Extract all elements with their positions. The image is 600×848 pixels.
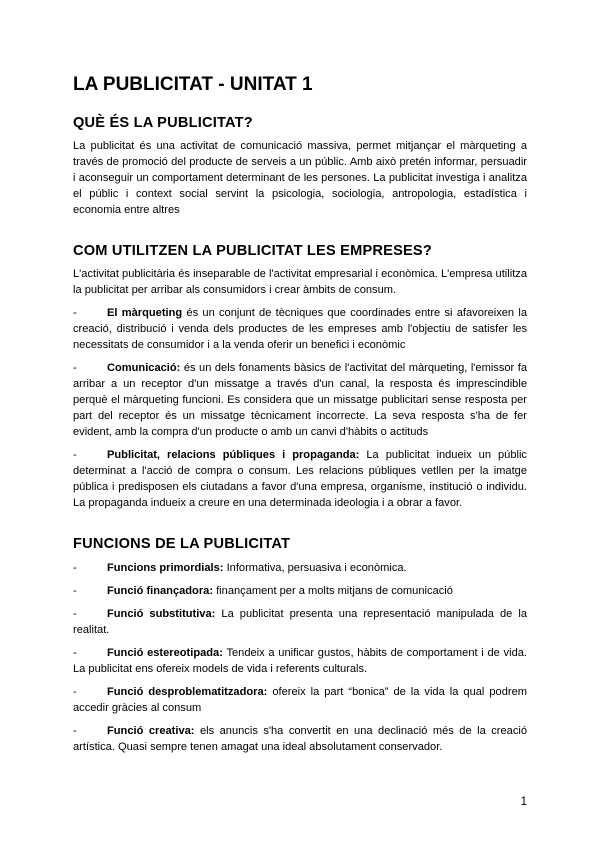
list-dash: - — [73, 608, 77, 620]
list-item — [73, 447, 527, 511]
section-heading: COM UTILITZEN LA PUBLICITAT LES EMPRESES? — [73, 243, 432, 259]
list-dash: - — [73, 562, 77, 574]
section-how-companies-use-advertising — [73, 242, 527, 511]
list-item — [73, 583, 527, 599]
list-item-text: ofereix la part “bonica” de la vida la qual podrem accedir gràcies al consum — [73, 686, 527, 714]
list-item-term: Funció finançadora: — [107, 585, 214, 597]
list-item-term: Funcions primordials: — [107, 562, 224, 574]
list-item-text: Tendeix a unificar gustos, hàbits de comportament i de vida. La publicitat ens ofereix models de vida i referents culturals. — [73, 647, 527, 675]
list-item — [73, 723, 527, 755]
list-item-text: finançament per a molts mitjans de comunicació — [213, 585, 453, 597]
page-number: 1 — [520, 796, 527, 808]
list-item — [73, 606, 527, 638]
section-paragraph: L'activitat publicitària és inseparable de l'activitat empresarial i econòmica. L'empresa utilitza la publicitat per arribar als consumidors i crear àmbits de consum. — [73, 268, 527, 296]
list-dash: - — [73, 647, 77, 659]
list-item — [73, 305, 527, 353]
section-what-is-advertising — [73, 114, 527, 218]
list-item-term: Funció creativa: — [107, 725, 195, 737]
list-item-text: és un dels fonaments bàsics de l'activitat del màrqueting, l'emissor fa arribar a un receptor d'un missatge a través d'un canal, la resposta és imprescindible perquè el màrqueting funcioni. Es considera que un missatge publicitari sense resposta per part del receptor és un missatge tècnicament incorrecte. La seva resposta s'ha de fer evident, amb la compra d'un producte o amb un canvi d'hàbits o actituds — [73, 362, 527, 438]
list-item — [73, 645, 527, 677]
list-item-text: La publicitat indueix un públic determinat a l'acció de compra o consum. Les relacions públiques vetllen per la imatge pública i predisposen els ciutadans a favor d'una empresa, organisme, institució o individu. La propaganda indueix a creure en una determinada ideologia i a obrar a favor. — [73, 449, 527, 509]
section-paragraph: La publicitat és una activitat de comunicació massiva, permet mitjançar el màrqueting a través de promoció del producte de serveis a un públic. Amb això pretén informar, persuadir i aconseguir un comportament determinant de les persones. La publicitat investiga i analitza el públic i context social servint la psicologia, sociologia, antropologia, estadística i economia entre altres — [73, 140, 527, 216]
list-item-text: Informativa, persuasiva i econòmica. — [223, 562, 407, 574]
list-item-text: els anuncis s'ha convertit en una declinació més de la creació artística. Quasi sempre tenen amagat una ideal absolutament conservador. — [73, 725, 528, 753]
list-item-term: Publicitat, relacions públiques i propaganda: — [107, 449, 360, 461]
list-item-term: Funció estereotipada: — [107, 647, 223, 659]
list-item — [73, 560, 527, 576]
list-item — [73, 684, 527, 716]
section-advertising-functions — [73, 535, 527, 755]
list-dash: - — [73, 362, 77, 374]
list-dash: - — [73, 686, 77, 698]
page-content — [73, 74, 527, 755]
list-item — [73, 360, 527, 440]
list-item-term: El màrqueting — [107, 307, 183, 319]
list-item-term: Comunicació: — [107, 362, 181, 374]
section-heading: QUÈ ÉS LA PUBLICITAT? — [73, 115, 253, 131]
list-item-term: Funció substitutiva: — [107, 608, 216, 620]
list-dash: - — [73, 307, 77, 319]
list-item-text: és un conjunt de tècniques que coordinades entre si afavoreixen la creació, distribució i venda dels productes de les empreses amb l'objectiu de satisfer les necessitats de consumidor i a la venda oferir un benefici i econòmic — [73, 307, 527, 351]
list-dash: - — [73, 585, 77, 597]
list-item-term: Funció desproblematitzadora: — [107, 686, 268, 698]
list-dash: - — [73, 449, 77, 461]
document-title: LA PUBLICITAT - UNITAT 1 — [73, 74, 313, 95]
list-item-text: La publicitat presenta una representació manipulada de la realitat. — [73, 608, 528, 636]
list-dash: - — [73, 725, 77, 737]
section-heading: FUNCIONS DE LA PUBLICITAT — [73, 536, 291, 552]
